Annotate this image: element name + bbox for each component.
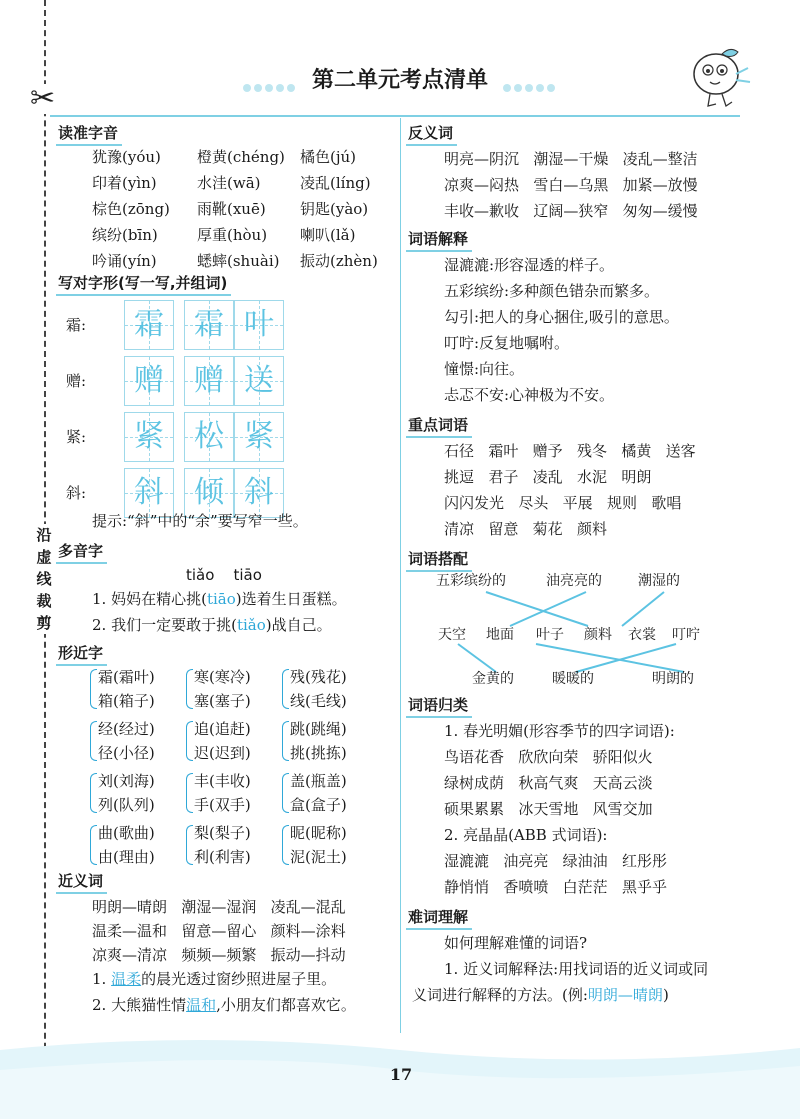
title-bar bbox=[210, 62, 590, 100]
section-hard bbox=[406, 906, 472, 930]
match-middle: 颜料 bbox=[584, 627, 612, 643]
section-heading: 读准字音 bbox=[56, 122, 122, 146]
explain-item: 叮咛:反复地嘱咐。 bbox=[444, 334, 570, 352]
classify-row: 鸟语花香 欣欣向荣 骄阳似火 bbox=[444, 748, 653, 766]
write-box: 紧 bbox=[124, 412, 174, 462]
section-write bbox=[56, 272, 231, 296]
pinyin-item: 棕色(zōng) bbox=[92, 200, 170, 218]
section-classify bbox=[406, 694, 472, 718]
poly-sentence-1: 1. 妈妈在精心挑(tiāo)选着生日蛋糕。 bbox=[92, 590, 347, 608]
match-middle: 衣裳 bbox=[628, 627, 656, 643]
cut-hint: 沿 虚 线 裁 剪 bbox=[28, 524, 60, 634]
synonym-row: 明朗—晴朗 潮湿—湿润 凌乱—混乱 bbox=[92, 898, 346, 916]
pinyin-item: 钥匙(yào) bbox=[300, 200, 369, 218]
poly-pinyin: tiǎo tiāo bbox=[186, 566, 262, 584]
pinyin-item: 蟋蟀(shuài) bbox=[197, 252, 280, 270]
synonym-row: 凉爽—清凉 频频—频繁 振动—抖动 bbox=[92, 946, 346, 964]
classify-row: 硕果累累 冰天雪地 风雪交加 bbox=[444, 800, 653, 818]
pinyin-item: 犹豫(yóu) bbox=[92, 148, 161, 166]
section-heading: 多音字 bbox=[56, 540, 107, 564]
hard-question: 如何理解难懂的词语? bbox=[444, 934, 588, 952]
match-diagram bbox=[436, 570, 736, 690]
header-rule bbox=[50, 115, 740, 117]
antonym-row: 凉爽—闷热 雪白—乌黑 加紧—放慢 bbox=[444, 176, 698, 194]
classify-row: 湿漉漉 油亮亮 绿油油 红彤彤 bbox=[444, 852, 667, 870]
write-box: 霜 bbox=[184, 300, 234, 350]
write-box: 叶 bbox=[234, 300, 284, 350]
write-box: 紧 bbox=[234, 412, 284, 462]
pinyin-item: 吟诵(yín) bbox=[92, 252, 157, 270]
page-number: 17 bbox=[389, 1065, 413, 1084]
match-middle: 叮咛 bbox=[672, 627, 700, 643]
explain-item: 勾引:把人的身心捆住,吸引的意思。 bbox=[444, 308, 679, 326]
write-box: 斜 bbox=[234, 468, 284, 518]
match-middle: 地面 bbox=[486, 627, 514, 643]
match-top: 油亮亮的 bbox=[546, 573, 602, 589]
synonym-row: 温柔—温和 留意—留心 颜料—涂料 bbox=[92, 922, 346, 940]
classify-row: 静悄悄 香喷喷 白茫茫 黑乎乎 bbox=[444, 878, 667, 896]
title-dots-right bbox=[500, 77, 560, 85]
classify-q2: 2. 亮晶晶(ABB 式词语): bbox=[444, 826, 608, 844]
write-label: 霜: bbox=[66, 316, 87, 334]
synonym-sentence-1: 1. 温柔的晨光透过窗纱照进屋子里。 bbox=[92, 970, 337, 988]
match-bottom: 金黄的 bbox=[472, 671, 514, 687]
section-heading: 形近字 bbox=[56, 642, 107, 666]
page-title: 第二单元考点清单 bbox=[311, 68, 488, 93]
column-divider bbox=[400, 118, 401, 1033]
key-row: 清凉 留意 菊花 颜料 bbox=[444, 520, 607, 538]
section-heading: 写对字形(写一写,并组词) bbox=[56, 272, 231, 296]
section-read bbox=[56, 122, 122, 146]
pinyin-item: 振动(zhèn) bbox=[300, 252, 378, 270]
antonym-row: 明亮—阴沉 潮湿—干燥 凌乱—整洁 bbox=[444, 150, 698, 168]
match-bottom: 暖暖的 bbox=[552, 671, 594, 687]
section-heading: 重点词语 bbox=[406, 414, 472, 438]
pinyin-item: 缤纷(bīn) bbox=[92, 226, 158, 244]
classify-q1: 1. 春光明媚(形容季节的四字词语): bbox=[444, 722, 675, 740]
write-box: 赠 bbox=[184, 356, 234, 406]
section-heading: 近义词 bbox=[56, 870, 107, 894]
section-similar bbox=[56, 642, 107, 666]
write-label: 紧: bbox=[66, 428, 87, 446]
write-box: 倾 bbox=[184, 468, 234, 518]
section-explain bbox=[406, 228, 472, 252]
explain-item: 五彩缤纷:多种颜色错杂而繁多。 bbox=[444, 282, 660, 300]
write-tip: 提示:“斜”中的“余”要写窄一些。 bbox=[92, 512, 308, 530]
write-label: 斜: bbox=[66, 484, 87, 502]
explain-item: 憧憬:向往。 bbox=[444, 360, 525, 378]
scissors-icon: ✂ bbox=[30, 81, 56, 116]
pinyin-item: 橘色(jú) bbox=[300, 148, 357, 166]
writing-grid bbox=[56, 300, 396, 510]
section-synonym bbox=[56, 870, 107, 894]
section-poly bbox=[56, 540, 107, 564]
key-row: 闪闪发光 尽头 平展 规则 歌唱 bbox=[444, 494, 682, 512]
classify-row: 绿树成荫 秋高气爽 天高云淡 bbox=[444, 774, 653, 792]
antonym-row: 丰收—歉收 辽阔—狭窄 匆匆—缓慢 bbox=[444, 202, 698, 220]
hard-answer-line-2: 义词进行解释的方法。(例:明朗—晴朗) bbox=[412, 986, 669, 1004]
write-box: 霜 bbox=[124, 300, 174, 350]
pinyin-item: 雨靴(xuē) bbox=[197, 200, 266, 218]
key-row: 挑逗 君子 凌乱 水泥 明朗 bbox=[444, 468, 652, 486]
section-antonym bbox=[406, 122, 457, 146]
mascot-icon bbox=[686, 44, 754, 114]
write-box: 斜 bbox=[124, 468, 174, 518]
section-heading: 词语归类 bbox=[406, 694, 472, 718]
section-heading: 词语搭配 bbox=[406, 548, 472, 572]
pinyin-item: 厚重(hòu) bbox=[197, 226, 268, 244]
write-box: 赠 bbox=[124, 356, 174, 406]
poly-sentence-2: 2. 我们一定要敢于挑(tiǎo)战自己。 bbox=[92, 616, 332, 634]
synonym-sentence-2: 2. 大熊猫性情温和,小朋友们都喜欢它。 bbox=[92, 996, 356, 1014]
section-match bbox=[406, 548, 472, 572]
section-key bbox=[406, 414, 472, 438]
match-top: 五彩缤纷的 bbox=[436, 573, 506, 589]
pinyin-item: 喇叭(lǎ) bbox=[300, 226, 356, 244]
explain-item: 忐忑不安:心神极为不安。 bbox=[444, 386, 615, 404]
match-middle: 叶子 bbox=[536, 627, 564, 643]
write-box: 松 bbox=[184, 412, 234, 462]
pinyin-item: 橙黄(chéng) bbox=[197, 148, 285, 166]
match-bottom: 明朗的 bbox=[652, 671, 694, 687]
explain-item: 湿漉漉:形容湿透的样子。 bbox=[444, 256, 615, 274]
match-middle: 天空 bbox=[438, 627, 466, 643]
section-heading: 难词理解 bbox=[406, 906, 472, 930]
key-row: 石径 霜叶 赠予 残冬 橘黄 送客 bbox=[444, 442, 696, 460]
similar-chars: 霜(霜叶) 箱(箱子) 寒(寒冷) 塞(塞子) 残(残花) 线(毛线) 经(经过) 径(小径) 追(追赶) 迟(迟到) 跳(跳绳) 挑(挑拣) 刘(刘海) 列(队列) 丰(丰收) 手(双手) 盖(瓶盖) 盒(盒子) 曲(歌曲) 由(理由) 梨(梨子) 利(利害) 昵(昵称) 泥(泥土) bbox=[90, 666, 390, 866]
pinyin-item: 凌乱(líng) bbox=[300, 174, 371, 192]
title-dots-left bbox=[240, 77, 300, 85]
section-heading: 词语解释 bbox=[406, 228, 472, 252]
pinyin-item: 印着(yìn) bbox=[92, 174, 157, 192]
write-label: 赠: bbox=[66, 372, 87, 390]
write-box: 送 bbox=[234, 356, 284, 406]
section-heading: 反义词 bbox=[406, 122, 457, 146]
match-top: 潮湿的 bbox=[638, 573, 680, 589]
hard-answer-line-1: 1. 近义词解释法:用找词语的近义词或同 bbox=[444, 960, 709, 978]
pinyin-item: 水洼(wā) bbox=[197, 174, 261, 192]
